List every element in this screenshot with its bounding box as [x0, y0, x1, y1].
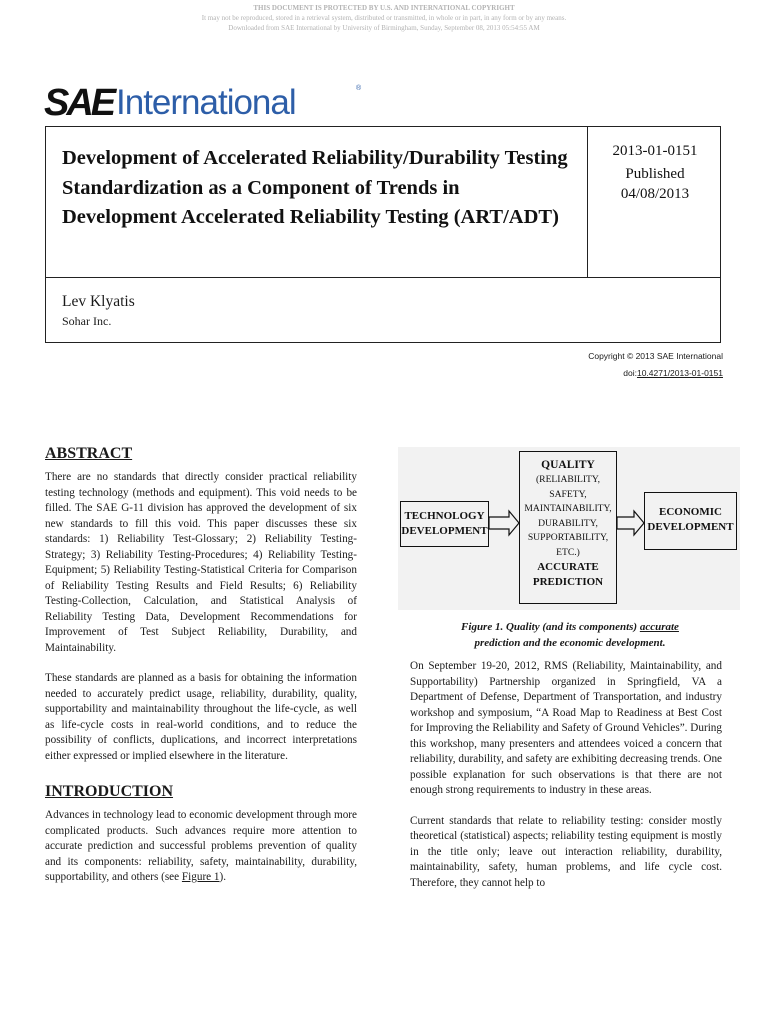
paper-meta — [588, 141, 722, 204]
abstract-heading: ABSTRACT — [45, 445, 133, 462]
paper-title: Development of Accelerated Reliability/Durability Testing Standardization as a Component of Trends in Development Accelerated Reliability Testing (ART/ADT) — [62, 147, 568, 228]
right-column — [410, 659, 722, 891]
author-affiliation: Sohar Inc. — [62, 314, 112, 328]
introduction-text-end: ). — [219, 871, 227, 883]
arrow-right-icon — [617, 511, 644, 535]
author-name: Lev Klyatis — [62, 293, 135, 310]
doi-line — [623, 367, 723, 379]
download-notice-line: Downloaded from SAE International by University of Birmingham, Sunday, September 08, 2013 05:54:55 AM — [228, 24, 540, 32]
doi-link[interactable]: 10.4271/2013-01-0151 — [636, 368, 723, 378]
economic-development-box — [644, 492, 737, 550]
published-date: 04/08/2013 — [620, 186, 690, 202]
paper-number: 2013-01-0151 — [612, 143, 698, 159]
quality-title: QUALITY — [541, 459, 595, 471]
technology-label: TECHNOLOGY — [404, 510, 485, 522]
introduction-heading: INTRODUCTION — [45, 783, 174, 800]
figure-1-diagram — [398, 447, 740, 610]
quality-item: (RELIABILITY, — [535, 474, 601, 485]
technology-development-box — [400, 501, 489, 547]
doi-label: doi: — [623, 368, 637, 378]
quality-item: MAINTAINABILITY, — [524, 503, 612, 514]
left-column — [45, 444, 357, 886]
right-paragraph-1: On September 19-20, 2012, RMS (Reliability, Maintainability, and Supportability) Partnership organized in Springfield, VA a Department of Defense, Department of Transportation, and industry workshop and symposium, “A Road Map to Readiness at Best Cost for Improving the Reliability and Safety of Ground Vehicles”. During this workshop, many presenters and attendees voiced a concern that reliability, durability, and safety are exhibiting decreasing trends. One possible explanation for such observations is that there are not enough strong requirements to industry in these areas. — [410, 660, 723, 796]
copyright-notice-line2: It may not be reproduced, stored in a retrieval system, distributed or transmitted, in whole or in part, in any form or by any means. — [201, 14, 567, 22]
title-box-horizontal-divider — [46, 277, 720, 278]
caption-text: Figure 1. Quality (and its components) — [461, 621, 640, 633]
published-label: Published — [625, 166, 685, 182]
logo-sae-text: SAE — [44, 82, 114, 124]
caption-underlined-text: accurate — [639, 621, 679, 633]
copyright-line: Copyright © 2013 SAE International — [588, 351, 723, 361]
accurate-label: ACCURATE — [537, 561, 599, 573]
copyright-notice-line1: THIS DOCUMENT IS PROTECTED BY U.S. AND INTERNATIONAL COPYRIGHT — [253, 4, 515, 12]
quality-components — [520, 473, 616, 560]
abstract-paragraph-2: These standards are planned as a basis for obtaining the information needed to accurately predict usage, reliability, durability, quality, supportability and maintainability throughout the life-cycle, as well as life-cycle costs in real-world conditions, and to reduce the possibility of conflicts, duplications, and incorrect interpretations either expressed or implied elsewhere in the literature. — [45, 672, 357, 762]
figure-1-caption — [420, 619, 720, 651]
arrow-left-icon — [489, 511, 519, 535]
quality-item: SUPPORTABILITY, — [527, 532, 609, 543]
figure-1-link[interactable]: Figure 1 — [181, 871, 220, 883]
quality-box — [519, 451, 617, 604]
economic-label: ECONOMIC — [659, 506, 722, 518]
quality-item: SAFETY, — [549, 488, 587, 500]
quality-item: ETC.) — [556, 546, 580, 558]
introduction-text: Advances in technology lead to economic development through more complicated products. Such advances require more attention to accurate prediction and successful problems prevention of quality and its components: reliability, safety, maintainability, durability, supportability, and others (see — [45, 809, 357, 883]
abstract-paragraph-1: There are no standards that directly consider practical reliability testing technology (methods and equipment). This void needs to be filled. The SAE G-11 division has approved the development of six new standards to fill this void. This paper discusses these six standards: 1) Reliability Test-Glossary; 2) Reliability Testing-Strategy; 3) Reliability Testing-Procedures; 4) Reliability Testing-Equipment; 5) Reliability Testing-Statistical Criteria for Comparison of Reliability Testing Results and Field Results; 6) Reliability Testing-Collection, Calculation, and Statistical Analysis of Reliability Testing Data, Development Recommendations for Improvement of Test Subject Reliability, Durability, and Maintainability. — [45, 471, 357, 654]
logo-registered-mark: ® — [356, 85, 362, 92]
introduction-paragraph-1 — [45, 808, 357, 886]
logo-international-text: International — [116, 83, 296, 122]
economic-development-label: DEVELOPMENT — [647, 521, 734, 533]
title-box — [45, 126, 721, 343]
caption-text-line2: prediction and the economic development. — [474, 637, 666, 649]
right-paragraph-2: Current standards that relate to reliability testing: consider mostly theoretical (statistical) aspects; reliability testing equipment is mostly in the title only; leave out interaction reliability, durability, maintainability, safety, human problems, and life cycle cost. Therefore, they cannot help to — [410, 814, 722, 889]
prediction-label: PREDICTION — [532, 576, 604, 588]
quality-item: DURABILITY, — [538, 517, 598, 529]
development-label: DEVELOPMENT — [401, 525, 488, 537]
